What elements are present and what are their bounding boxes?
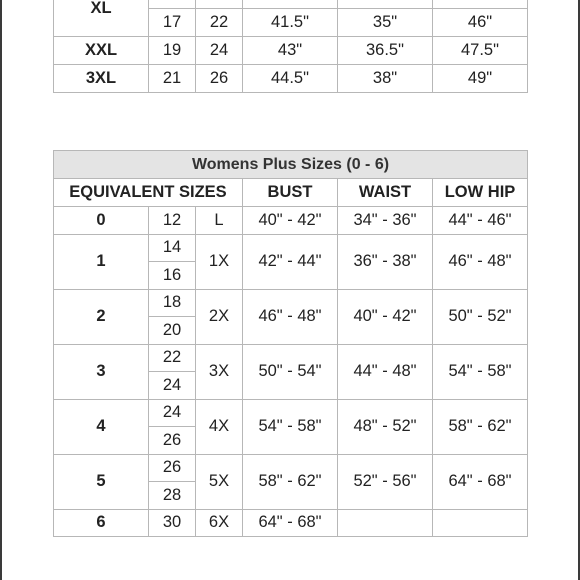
bust-cell: 54" - 58" [243,399,338,454]
letter-size-cell: 5X [196,454,243,509]
table-cell [196,0,243,9]
numeric-size-cell: 30 [149,509,196,537]
table-cell: 36.5" [338,37,433,65]
waist-cell: 48" - 52" [338,399,433,454]
table-row [54,454,528,482]
waist-cell [338,509,433,537]
numeric-size-cell: 24 [149,372,196,400]
numeric-size-cell: 20 [149,317,196,345]
bust-cell: 42" - 44" [243,234,338,289]
frame-left-border [0,0,2,580]
header-bust: BUST [243,179,338,207]
table-cell: 38" [338,65,433,93]
numeric-size-cell: 28 [149,482,196,510]
bust-cell: 40" - 42" [243,207,338,235]
table-row [54,509,528,537]
bust-cell: 58" - 62" [243,454,338,509]
table-cell: 17 [149,9,196,37]
table-header-row [54,179,528,207]
letter-size-cell: 6X [196,509,243,537]
numeric-size-cell: 12 [149,207,196,235]
numeric-size-cell: 26 [149,427,196,455]
letter-size-cell: 2X [196,289,243,344]
table-cell [338,0,433,9]
table-cell: 44.5" [243,65,338,93]
size-label-xxl: XXL [54,37,149,65]
waist-cell: 34" - 36" [338,207,433,235]
table-row [54,289,528,317]
table-cell: 47.5" [433,37,528,65]
size-label: 6 [54,509,149,537]
table-cell: 24 [196,37,243,65]
table-cell: 43" [243,37,338,65]
numeric-size-cell: 26 [149,454,196,482]
size-label: 1 [54,234,149,289]
table-cell: 22 [196,9,243,37]
table-title: Womens Plus Sizes (0 - 6) [54,151,528,179]
numeric-size-cell: 18 [149,289,196,317]
low-hip-cell: 54" - 58" [433,344,528,399]
table-cell: 35" [338,9,433,37]
numeric-size-cell: 14 [149,234,196,262]
table-title-row [54,151,528,179]
letter-size-cell: 3X [196,344,243,399]
size-label: 5 [54,454,149,509]
letter-size-cell: L [196,207,243,235]
table-cell: 46" [433,9,528,37]
table-row [54,399,528,427]
table-row [54,65,528,93]
size-label: 2 [54,289,149,344]
low-hip-cell: 46" - 48" [433,234,528,289]
header-equivalent-sizes: EQUIVALENT SIZES [54,179,243,207]
header-waist: WAIST [338,179,433,207]
low-hip-cell: 50" - 52" [433,289,528,344]
numeric-size-cell: 22 [149,344,196,372]
table-row [54,207,528,235]
low-hip-cell [433,509,528,537]
size-label: 4 [54,399,149,454]
letter-size-cell: 1X [196,234,243,289]
table-row [54,37,528,65]
waist-cell: 44" - 48" [338,344,433,399]
top-size-table [53,0,528,93]
table-cell: 19 [149,37,196,65]
table-row [54,344,528,372]
table-cell [433,0,528,9]
womens-plus-size-table [53,150,528,537]
table-cell [243,0,338,9]
numeric-size-cell: 24 [149,399,196,427]
low-hip-cell: 58" - 62" [433,399,528,454]
size-label: 0 [54,207,149,235]
table-cell: 41.5" [243,9,338,37]
table-row [54,0,528,9]
low-hip-cell: 64" - 68" [433,454,528,509]
bust-cell: 64" - 68" [243,509,338,537]
header-low-hip: LOW HIP [433,179,528,207]
letter-size-cell: 4X [196,399,243,454]
size-label-3xl: 3XL [54,65,149,93]
bust-cell: 46" - 48" [243,289,338,344]
table-cell: 21 [149,65,196,93]
waist-cell: 36" - 38" [338,234,433,289]
table-cell [149,0,196,9]
table-cell: 49" [433,65,528,93]
numeric-size-cell: 16 [149,262,196,290]
size-label-xl: XL [54,0,149,37]
waist-cell: 52" - 56" [338,454,433,509]
table-cell: 26 [196,65,243,93]
table-row [54,234,528,262]
low-hip-cell: 44" - 46" [433,207,528,235]
table-body [54,207,528,537]
size-label: 3 [54,344,149,399]
bust-cell: 50" - 54" [243,344,338,399]
waist-cell: 40" - 42" [338,289,433,344]
